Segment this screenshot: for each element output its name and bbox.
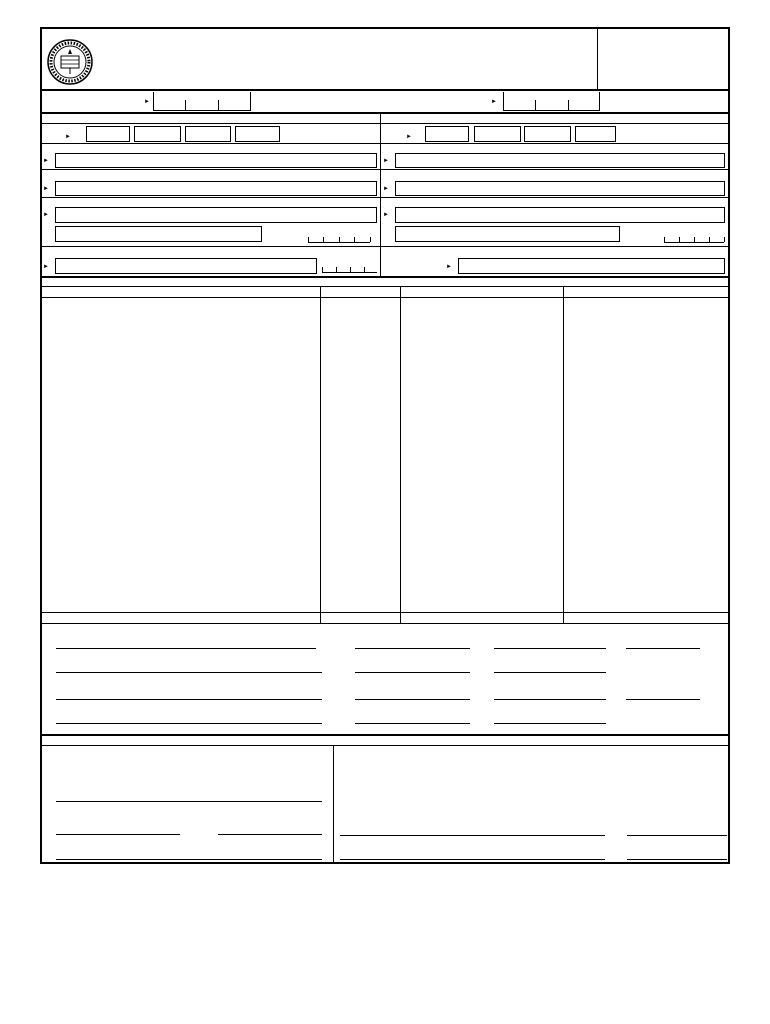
payor-zip-input[interactable] (664, 242, 724, 243)
period-to-date-input[interactable] (503, 92, 600, 111)
vat-payor-title-line[interactable] (218, 834, 322, 835)
part1-mid-divider (380, 113, 381, 276)
zip-tick (322, 267, 323, 272)
payor-date-signed-line[interactable] (626, 648, 700, 649)
payor-name-ind-input[interactable] (395, 181, 725, 196)
payor-tin-box-2[interactable] (474, 126, 521, 142)
payee-date-signed-line[interactable] (626, 699, 700, 700)
payee-name-ind-input[interactable] (55, 181, 377, 196)
rule (40, 286, 730, 287)
date-seg (185, 100, 186, 111)
zip-tick (323, 237, 324, 242)
date-seg (568, 100, 569, 111)
rule (40, 745, 730, 746)
arrow-right-icon: ► (43, 212, 49, 218)
vat-payee-title-line[interactable] (627, 835, 727, 836)
arrow-right-icon: ► (65, 134, 71, 140)
period-from-date-input[interactable] (153, 92, 251, 111)
payee-tin-box-4[interactable] (235, 126, 280, 142)
vat-payor-accred-line[interactable] (56, 859, 322, 860)
zip-tick (664, 237, 665, 242)
arrow-right-icon: ► (491, 99, 497, 105)
vat-mid-divider (333, 745, 334, 864)
payee-tin-box-3[interactable] (185, 126, 231, 142)
payor-signature-line[interactable] (56, 648, 316, 649)
zip-tick (350, 267, 351, 272)
col-divider (320, 287, 321, 624)
zip-tick (339, 237, 340, 242)
arrow-right-icon: ► (144, 99, 150, 105)
vat-top-rule (40, 734, 730, 736)
arrow-right-icon: ► (43, 264, 49, 270)
payor-address-input-2[interactable] (395, 226, 620, 242)
vat-payor-tin-line[interactable] (56, 834, 180, 835)
col-divider (563, 287, 564, 624)
arrow-right-icon: ► (446, 264, 452, 270)
zip-tick (694, 237, 695, 242)
payee-name-nonind-input[interactable] (55, 153, 377, 168)
payee-address-input-1[interactable] (55, 207, 377, 223)
payee-issuance-line[interactable] (355, 723, 470, 724)
vat-payee-accred-line[interactable] (340, 859, 605, 860)
part2-top-rule (40, 276, 730, 278)
zip-tick (724, 237, 725, 242)
rule (40, 246, 730, 247)
part1-heading-rule (40, 123, 730, 124)
zip-tick (354, 237, 355, 242)
payor-tin-box-4[interactable] (575, 126, 616, 142)
payee-zip-input[interactable] (308, 242, 370, 243)
payee-address-input-2[interactable] (55, 226, 262, 242)
rule (40, 623, 730, 624)
zip-tick (679, 237, 680, 242)
arrow-right-icon: ► (43, 158, 49, 164)
payor-accred-line[interactable] (56, 672, 322, 673)
vat-payee-tin-line[interactable] (627, 859, 727, 860)
payee-signature-line[interactable] (56, 699, 322, 700)
rule (40, 169, 730, 170)
rule (40, 297, 730, 298)
payor-tin-box-3[interactable] (524, 126, 571, 142)
rule (40, 612, 730, 613)
zip-tick (364, 267, 365, 272)
vat-payee-signature-line[interactable] (340, 835, 605, 836)
arrow-right-icon: ► (383, 158, 389, 164)
payee-title-line[interactable] (494, 699, 606, 700)
payor-expiry-line[interactable] (494, 672, 606, 673)
payor-name-nonind-input[interactable] (395, 153, 725, 168)
arrow-right-icon: ► (406, 134, 412, 140)
zip-tick (709, 237, 710, 242)
arrow-right-icon: ► (383, 212, 389, 218)
payor-tin-box-1[interactable] (425, 126, 469, 142)
zip-tick (370, 237, 371, 242)
payee-tin-line[interactable] (355, 699, 470, 700)
payor-title-line[interactable] (494, 648, 606, 649)
rule (40, 197, 730, 198)
payor-tin-line[interactable] (355, 648, 470, 649)
payee-expiry-line[interactable] (494, 723, 606, 724)
payor-address-input-1[interactable] (395, 207, 725, 223)
part1-top-rule (40, 112, 730, 114)
rule (40, 143, 730, 144)
bir-seal-icon (46, 38, 94, 86)
payee-accred-line[interactable] (56, 723, 322, 724)
icr-no-input[interactable] (458, 258, 725, 274)
payee-tin-box-1[interactable] (86, 126, 130, 142)
zip-tick (336, 267, 337, 272)
col-divider (400, 287, 401, 624)
header-bottom-rule (40, 89, 730, 91)
payee-tin-box-2[interactable] (134, 126, 181, 142)
zip-tick (308, 237, 309, 242)
date-seg (535, 100, 536, 111)
foreign-address-input[interactable] (55, 258, 317, 274)
foreign-zip-input[interactable] (322, 272, 377, 273)
payor-issuance-line[interactable] (355, 672, 470, 673)
arrow-right-icon: ► (383, 186, 389, 192)
header-divider (597, 27, 598, 90)
date-seg (218, 100, 219, 111)
arrow-right-icon: ► (43, 186, 49, 192)
vat-payor-signature-line[interactable] (56, 801, 322, 802)
